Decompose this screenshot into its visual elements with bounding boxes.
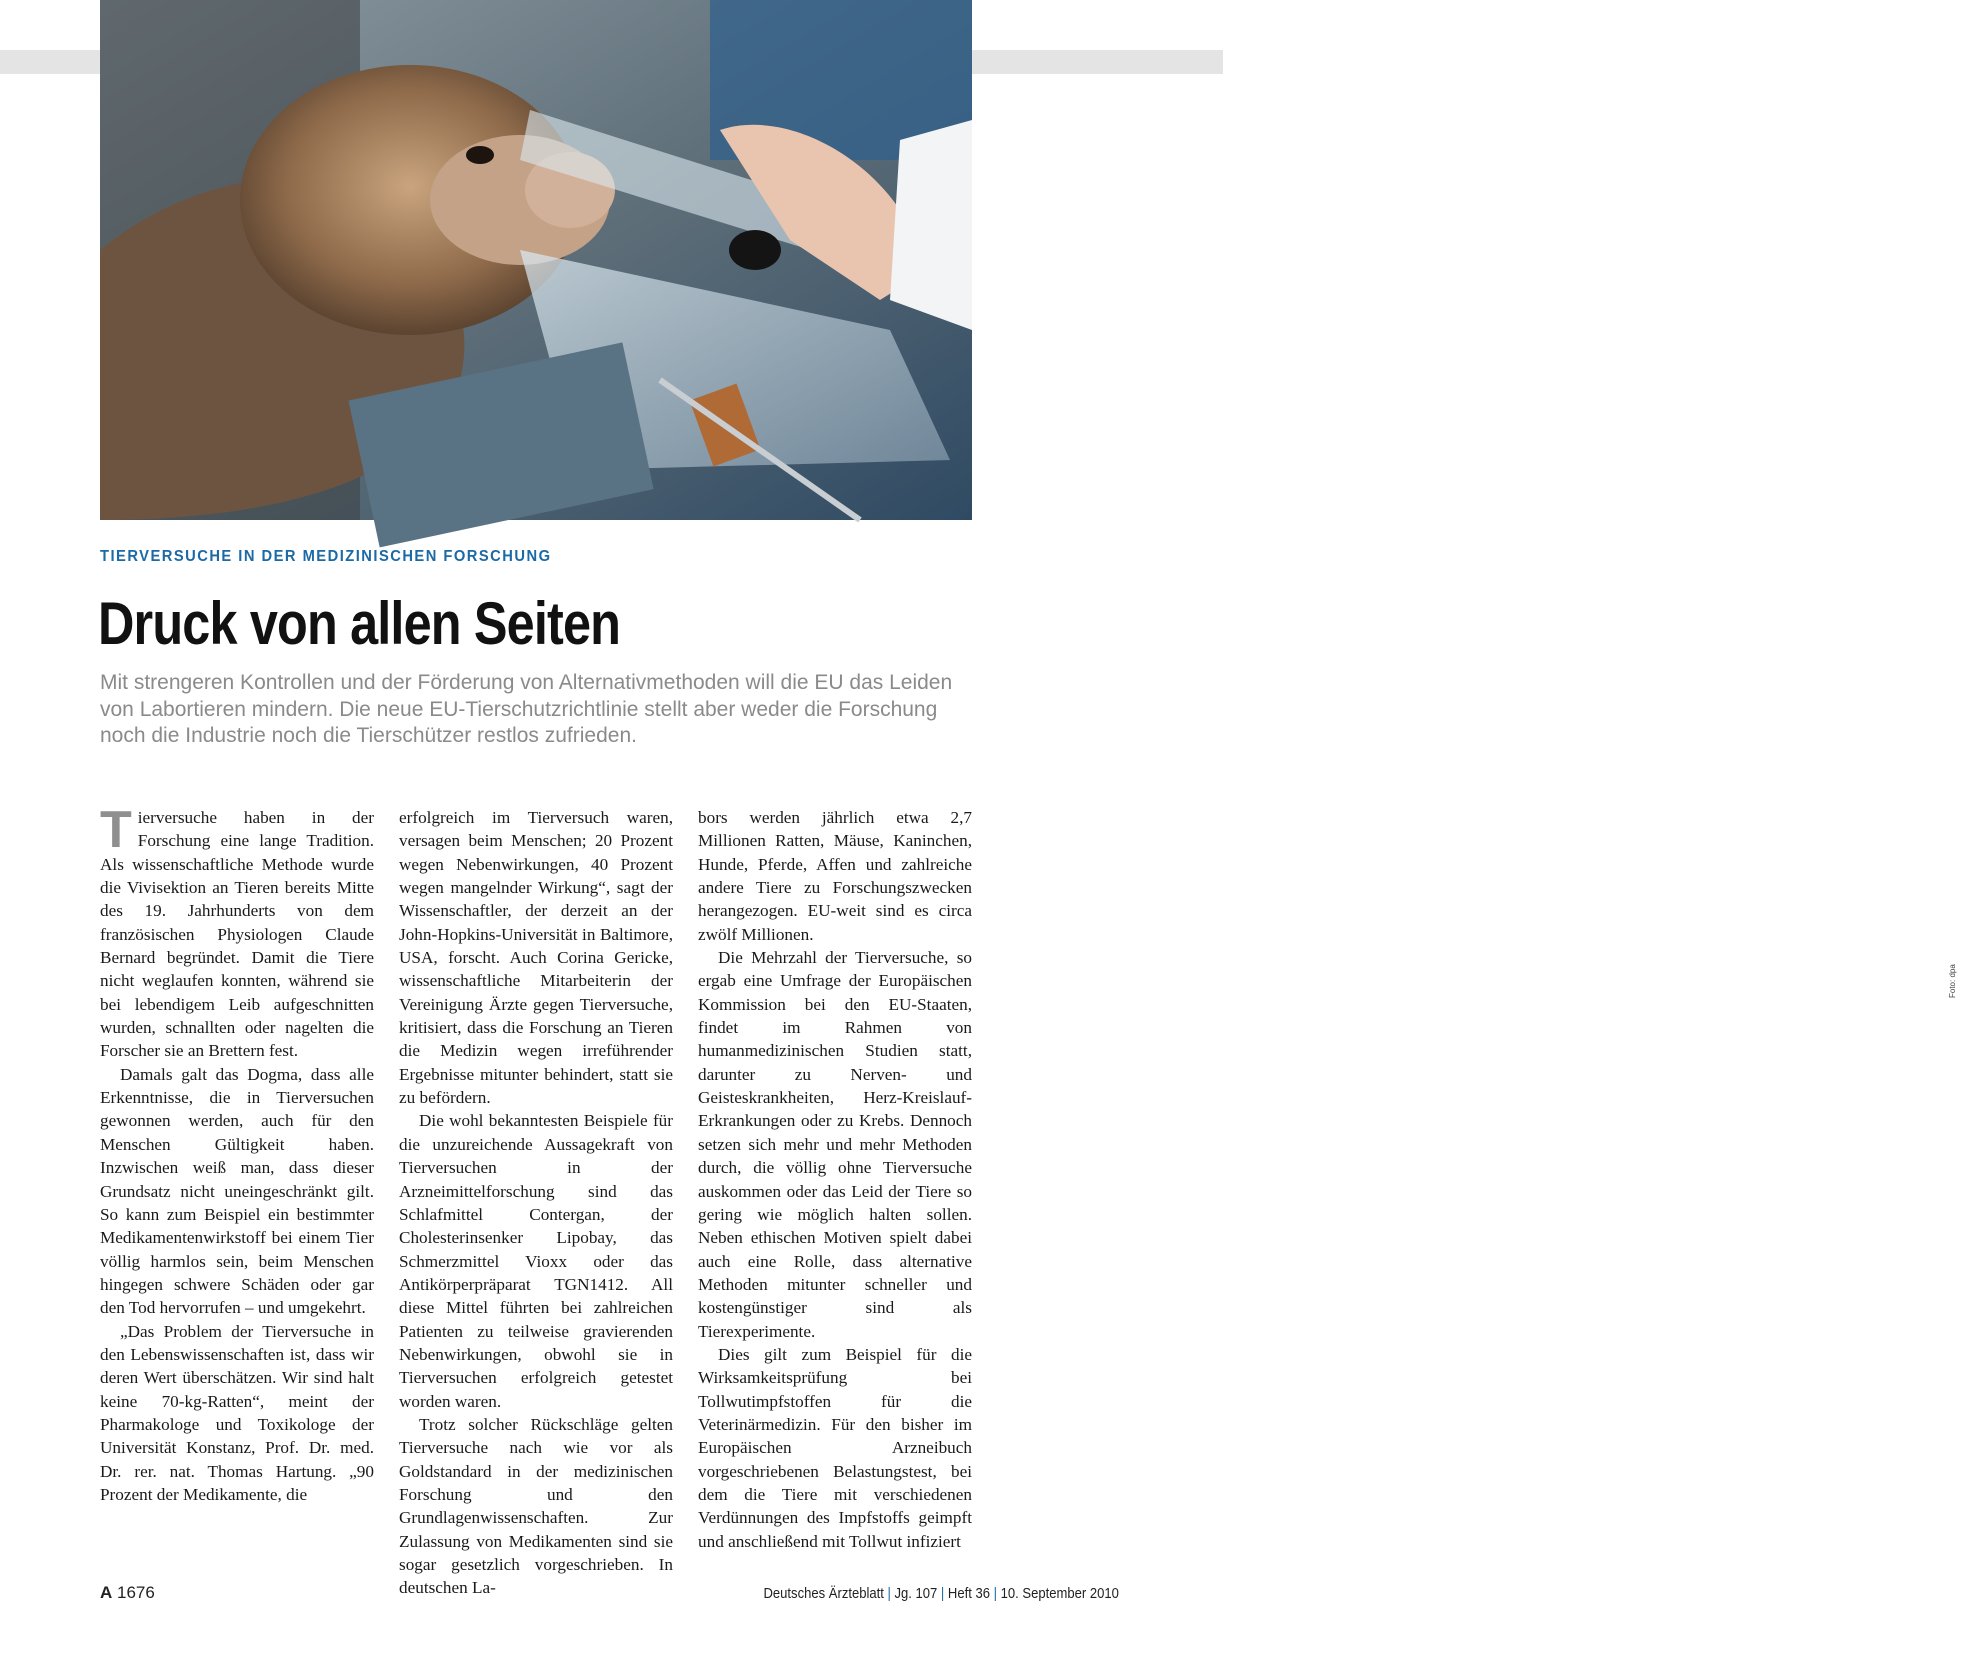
paragraph: Dies gilt zum Beispiel für die Wirksamkeitsprüfung bei Tollwutimpfstoffen für die Veterinärmedizin. Für den bisher im Europäischen Arzneibuch vorgeschriebenen Belastungstest, bei dem die Tiere mit verschiedenen Verdünnungen des Impfstoffs geimpft und anschließend mit Tollwut infiziert [698, 1344, 972, 1551]
article-column-2 [399, 806, 673, 1600]
journal-name: Deutsches Ärzteblatt [763, 1586, 885, 1602]
separator: | [941, 1586, 945, 1602]
paragraph: bors werden jährlich etwa 2,7 Millionen Ratten, Mäuse, Kaninchen, Hunde, Pferde, Affen und zahlreiche andere Tiere zu Forschungszwecken herangezogen. EU-weit sind es circa zwölf Millionen. [698, 808, 972, 944]
paragraph-text: ierversuche haben in der Forschung eine lange Tradition. Als wissenschaftliche Methode wurde die Vivisektion an Tieren bereits Mitte des 19. Jahrhunderts von dem französischen Physiologen Claude Bernard begründet. Damit die Tiere nicht weglaufen konnten, während sie bei lebendigem Leib aufgeschnitten wurden, schnallten oder nagelten die Forscher sie an Brettern fest. [100, 808, 374, 1061]
page-number [100, 1583, 155, 1603]
article-lead: Mit strengeren Kontrollen und der Förderung von Alternativmethoden will die EU das Leiden von Labortieren mindern. Die neue EU-Tierschutzrichtlinie stellt aber weder die Forschung noch die Industrie noch die Tierschützer restlos zufrieden. [100, 671, 953, 747]
paragraph: erfolgreich im Tierversuch waren, versagen beim Menschen; 20 Prozent wegen Nebenwirkungen, 40 Prozent wegen mangelnder Wirkung“, sagt der Wissenschaftler, der derzeit an der John-Hopkins-Universität in Baltimore, USA, forscht. Auch Corina Gericke, wissenschaftliche Mitarbeiterin der Vereinigung Ärzte gegen Tierversuche, kritisiert, dass die Forschung an Tieren die Medizin wegen irreführender Ergebnisse mitunter behindert, statt sie zu befördern. [399, 808, 673, 1108]
issue-date: 10. September 2010 [1000, 1586, 1119, 1602]
footer-citation [764, 1586, 1119, 1602]
article-headline: Druck von allen Seiten [98, 590, 621, 657]
paragraph: Die wohl bekanntesten Beispiele für die unzureichende Aussagekraft von Tierversuchen in der Arzneimittelforschung sind das Schlafmittel Contergan, der Cholesterinsenker Lipobay, das Schmerzmittel Vioxx oder das Antikörperpräparat TGN1412. All diese Mittel führten bei zahlreichen Patienten zu teilweise gravierenden Nebenwirkungen, obwohl sie in Tierversuchen erfolgreich getestet worden waren. [399, 1111, 673, 1411]
photo-credit-text: Foto: dpa [1948, 964, 1957, 998]
page-prefix: A [100, 1583, 113, 1602]
separator: | [993, 1586, 998, 1602]
article-column-3 [698, 806, 972, 1553]
volume: Jg. 107 [894, 1586, 938, 1602]
paragraph: Die Mehrzahl der Tierversuche, so ergab eine Umfrage der Europäischen Kommission bei den EU-Staaten, findet im Rahmen von humanmedizinischen Studien statt, darunter zu Nerven- und Geisteskrankheiten, Herz-Kreislauf-Erkrankungen oder zu Krebs. Dennoch setzen sich mehr und mehr Methoden durch, die völlig ohne Tierversuche auskommen oder das Leid der Tiere so gering wie möglich halten sollen. Neben ethischen Motiven spielt dabei auch eine Rolle, dass alternative Methoden mitunter schneller und kostengünstiger sind als Tierexperimente. [698, 948, 972, 1341]
page-number-value: 1676 [117, 1583, 155, 1602]
article-column-1 [100, 801, 374, 1506]
article-kicker: TIERVERSUCHE IN DER MEDIZINISCHEN FORSCHUNG [100, 548, 552, 565]
monkey-lab-photo [100, 0, 972, 520]
paragraph: „Das Problem der Tierversuche in den Lebenswissenschaften ist, dass wir deren Wert überschätzen. Wir sind halt keine 70-kg-Ratten“, meint der Pharmakologe und Toxikologe der Universität Konstanz, Prof. Dr. med. Dr. rer. nat. Thomas Hartung. „90 Prozent der Medikamente, die [100, 1321, 374, 1504]
paragraph: Damals galt das Dogma, dass alle Erkenntnisse, die in Tierversuchen gewonnen werden, auch für den Menschen Gültigkeit haben. Inzwischen weiß man, dass dieser Grundsatz nicht uneingeschränkt gilt. So kann zum Beispiel ein bestimmter Medikamentenwirkstoff bei einem Tier völlig harmlos sein, beim Menschen hingegen schwere Schäden oder gar den Tod hervorrufen – und umgekehrt. [100, 1064, 374, 1318]
paragraph [100, 801, 374, 1063]
issue: Heft 36 [948, 1586, 991, 1602]
drop-cap: T [100, 801, 132, 859]
separator: | [887, 1586, 892, 1602]
paragraph: Trotz solcher Rückschläge gelten Tierversuche nach wie vor als Goldstandard in der medizinischen Forschung und den Grundlagenwissenschaften. Zur Zulassung von Medikamenten sind sie sogar gesetzlich vorgeschrieben. In deutschen La- [399, 1414, 673, 1598]
article-photo [100, 0, 972, 520]
